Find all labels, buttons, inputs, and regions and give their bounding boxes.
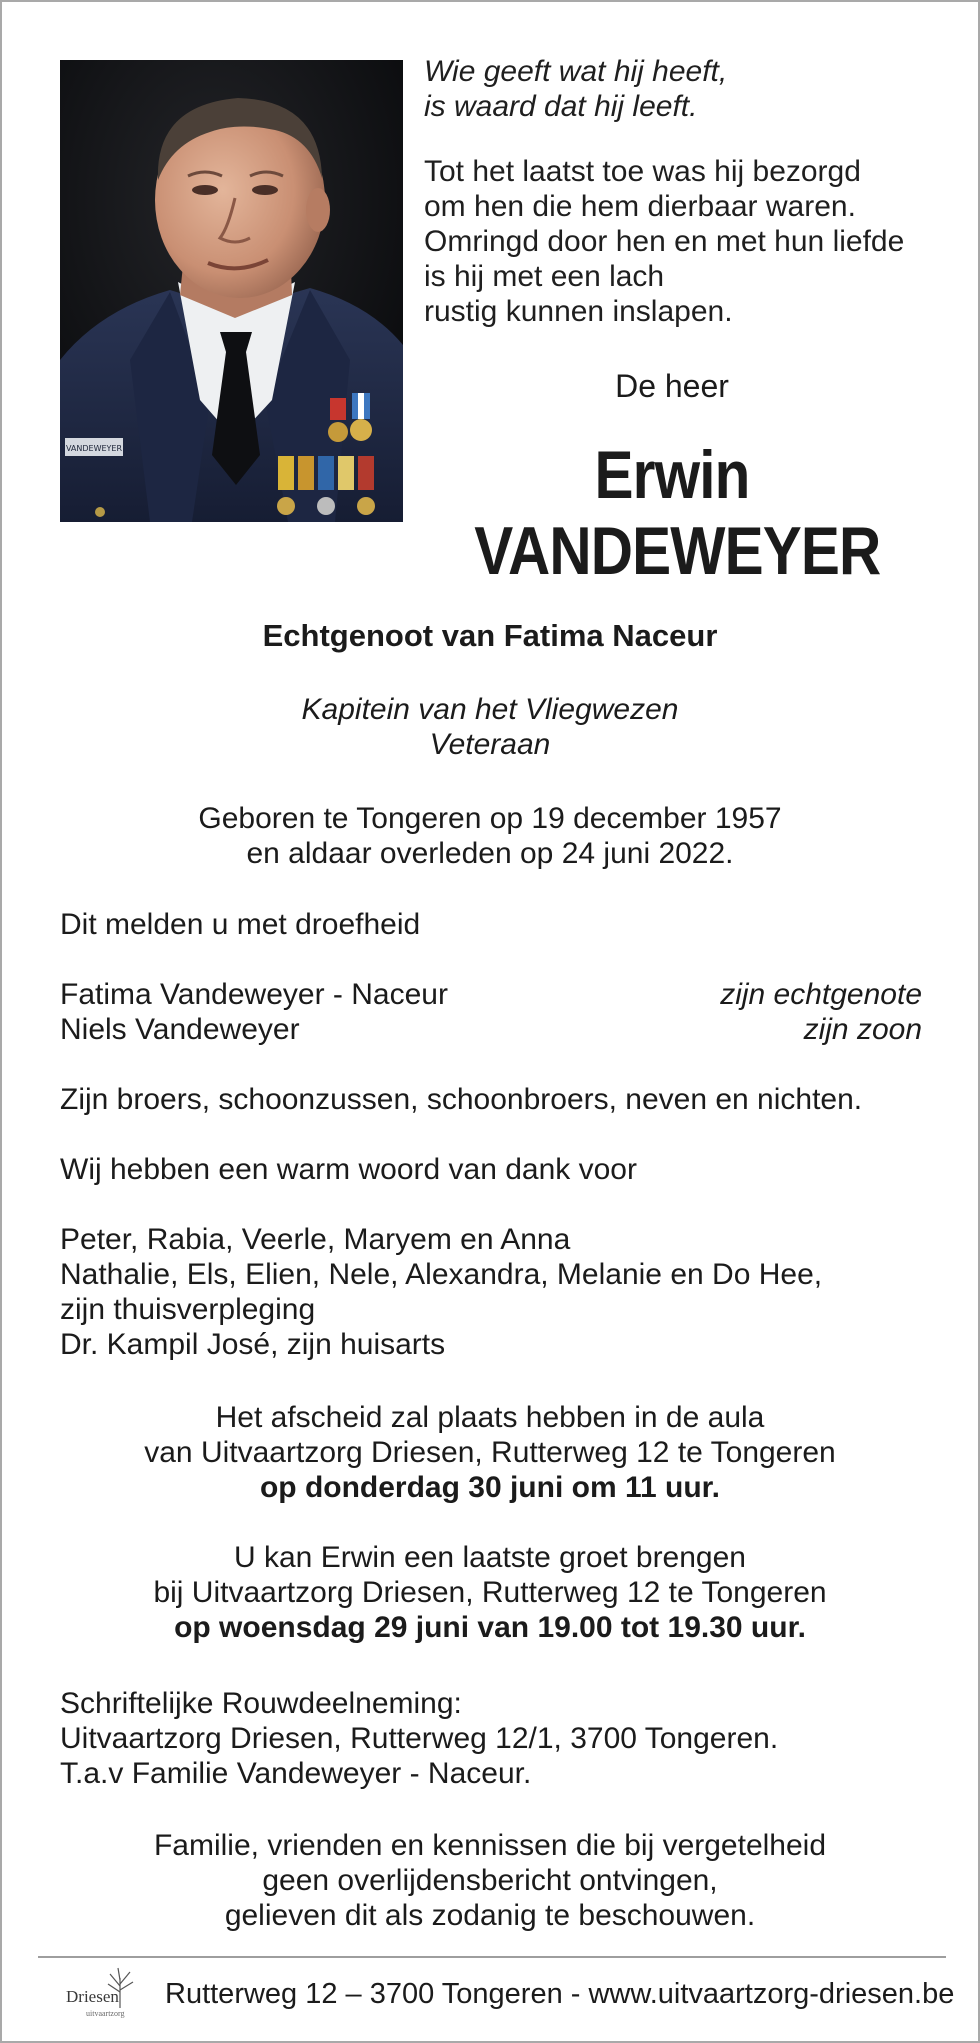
condolence-line: Schriftelijke Rouwdeelneming: — [60, 1687, 462, 1720]
deceased-first-name: Erwin — [594, 437, 750, 513]
thanks-line: Dr. Kampil José, zijn huisarts — [60, 1328, 446, 1361]
closing-line: gelieven dit als zodanig te beschouwen. — [224, 1899, 756, 1932]
family-name: Niels Vandeweyer — [60, 1013, 300, 1046]
thanks-line: Peter, Rabia, Veerle, Maryem en Anna — [60, 1223, 571, 1256]
condolence-line: T.a.v Familie Vandeweyer - Naceur. — [60, 1757, 532, 1790]
portrait-photo — [60, 60, 403, 522]
photo-name-badge: VANDEWEYER — [65, 444, 123, 453]
greeting-line: U kan Erwin een laatste groet brengen — [234, 1541, 746, 1574]
poem-line: om hen die hem dierbaar waren. — [424, 190, 856, 223]
greeting-line: bij Uitvaartzorg Driesen, Rutterweg 12 te Tongeren — [153, 1576, 827, 1609]
death-line: en aldaar overleden op 24 juni 2022. — [246, 837, 734, 870]
logo-name: Driesen — [66, 1987, 119, 2006]
poem-intro-line: Wie geeft wat hij heeft, — [424, 55, 728, 88]
portrait-illustration — [60, 60, 403, 522]
title-line: Veteraan — [429, 728, 551, 761]
greeting-date: op woensdag 29 juni van 19.00 tot 19.30 uur. — [174, 1611, 806, 1644]
birth-death — [42, 801, 938, 871]
family-role: zijn echtgenote — [720, 978, 922, 1011]
tree-logo-icon — [60, 1964, 144, 2024]
poem-line: Omringd door hen en met hun liefde — [424, 225, 905, 258]
salutation: De heer — [615, 368, 729, 404]
farewell-line: van Uitvaartzorg Driesen, Rutterweg 12 te Tongeren — [144, 1436, 836, 1469]
thanks-intro: Wij hebben een warm woord van dank voor — [60, 1153, 637, 1186]
closing-line: Familie, vrienden en kennissen die bij vergetelheid — [153, 1829, 827, 1862]
logo-sub: uitvaartzorg — [86, 2009, 125, 2018]
footer-address: Rutterweg 12 – 3700 Tongeren - www.uitvaartzorg-driesen.be — [165, 1978, 955, 2010]
title-line: Kapitein van het Vliegwezen — [301, 693, 679, 726]
condolence-line: Uitvaartzorg Driesen, Rutterweg 12/1, 3700 Tongeren. — [60, 1722, 779, 1755]
farewell-date: op donderdag 30 juni om 11 uur. — [259, 1471, 721, 1504]
family-name: Fatima Vandeweyer - Naceur — [60, 978, 448, 1011]
family-role: zijn zoon — [803, 1013, 922, 1046]
driesen-logo — [60, 1964, 144, 2024]
closing-note — [42, 1828, 938, 1933]
titles — [42, 692, 938, 762]
greeting-info — [42, 1540, 938, 1645]
farewell-line: Het afscheid zal plaats hebben in de aula — [215, 1401, 765, 1434]
poem-line: rustig kunnen inslapen. — [424, 295, 733, 328]
birth-line: Geboren te Tongeren op 19 december 1957 — [198, 802, 782, 835]
footer-divider — [38, 1956, 946, 1958]
spouse-line: Echtgenoot van Fatima Naceur — [262, 618, 718, 653]
closing-line: geen overlijdensbericht ontvingen, — [262, 1864, 718, 1897]
thanks-list — [60, 1222, 920, 1362]
condolence-info — [60, 1686, 920, 1791]
farewell-info — [42, 1400, 938, 1505]
deceased-last-name: VANDEWEYER — [474, 513, 881, 589]
poem-line: is hij met een lach — [424, 260, 665, 293]
poem-intro-line: is waard dat hij leeft. — [424, 90, 698, 123]
announcement: Dit melden u met droefheid — [60, 908, 421, 941]
family-row — [60, 1012, 922, 1047]
thanks-line: zijn thuisverpleging — [60, 1293, 316, 1326]
relatives: Zijn broers, schoonzussen, schoonbroers, neven en nichten. — [60, 1083, 863, 1116]
family-row — [60, 977, 922, 1012]
poem-intro — [424, 54, 727, 124]
thanks-line: Nathalie, Els, Elien, Nele, Alexandra, Melanie en Do Hee, — [60, 1258, 823, 1291]
poem-body — [424, 154, 904, 329]
poem-line: Tot het laatst toe was hij bezorgd — [424, 155, 861, 188]
